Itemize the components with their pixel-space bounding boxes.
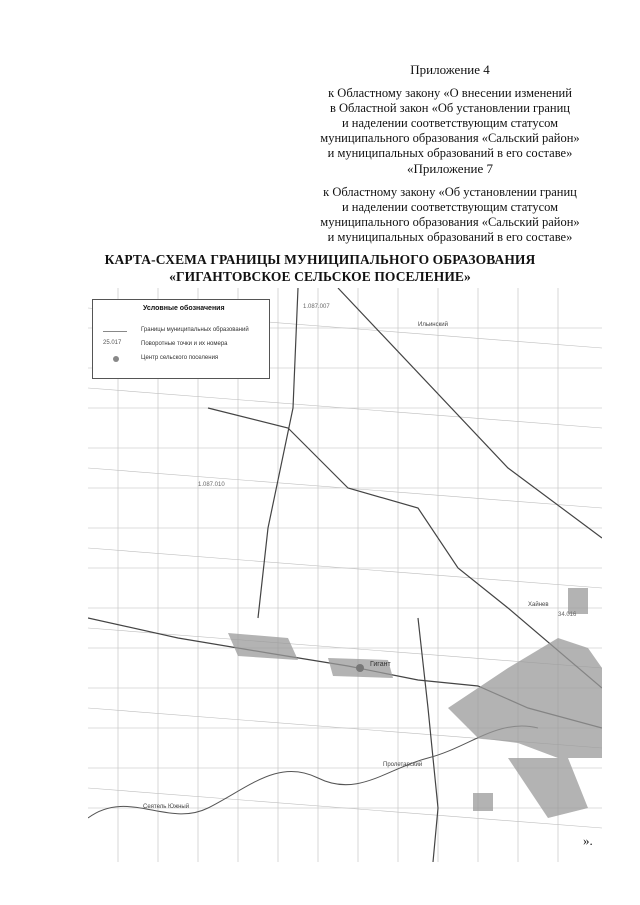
settlement-center-marker	[356, 664, 364, 672]
appendix-7-line: и муниципальных образований в его составе»	[327, 230, 573, 244]
appendix-7-title: «Приложение 7	[406, 161, 494, 176]
legend-title: Условные обозначения	[143, 305, 225, 312]
label-place-2: Хайнев	[528, 602, 549, 608]
closing-mark: ».	[583, 833, 593, 848]
label-place-3: Пролетарский	[383, 762, 423, 768]
legend-item-boundary	[93, 326, 269, 338]
center-dot-icon	[113, 356, 119, 362]
legend-item-turning-points	[93, 340, 269, 352]
label-point-3: 34.016	[558, 612, 577, 618]
label-point-1: 1.087.007	[303, 304, 330, 310]
boundary-line-icon	[103, 331, 127, 332]
appendix-4-line: к Областному закону «О внесении изменений	[328, 86, 572, 100]
label-place-4: Сеятель Южный	[143, 804, 190, 810]
appendix-7-line: к Областному закону «Об установлении границ	[323, 185, 577, 199]
map-title-line-1: КАРТА-СХЕМА ГРАНИЦЫ МУНИЦИПАЛЬНОГО ОБРАЗОВАНИЯ	[104, 252, 536, 267]
appendix-7-line: муниципального образования «Сальский район»	[320, 215, 580, 229]
map-grey-areas	[228, 588, 602, 818]
label-settlement-center: Гигант	[370, 661, 391, 668]
map-title-line-2: «ГИГАНТОВСКОЕ СЕЛЬСКОЕ ПОСЕЛЕНИЕ»	[169, 269, 471, 284]
appendix-7-block	[300, 161, 600, 245]
appendix-4-title: Приложение 4	[410, 62, 490, 77]
legend-item-label: Границы муниципальных образований	[141, 327, 249, 333]
appendix-4-line: и наделении соответствующим статусом	[341, 116, 559, 130]
map-legend	[92, 299, 270, 379]
legend-item-label: Поворотные точки и их номера	[141, 341, 228, 347]
appendix-4-block	[300, 62, 600, 161]
appendix-4-line: в Областной закон «Об установлении границ	[329, 101, 570, 115]
legend-item-label: Центр сельского поселения	[141, 355, 219, 361]
map-title	[0, 251, 640, 285]
appendix-4-line: муниципального образования «Сальский район»	[320, 131, 580, 145]
legend-point-number: 25.017	[103, 340, 122, 346]
label-point-2: 1.087.010	[198, 482, 225, 488]
appendix-7-line: и наделении соответствующим статусом	[341, 200, 559, 214]
label-place-1: Ильинский	[418, 322, 448, 328]
appendix-4-line: и муниципальных образований в его составе»	[327, 146, 573, 160]
legend-item-center	[93, 354, 269, 366]
